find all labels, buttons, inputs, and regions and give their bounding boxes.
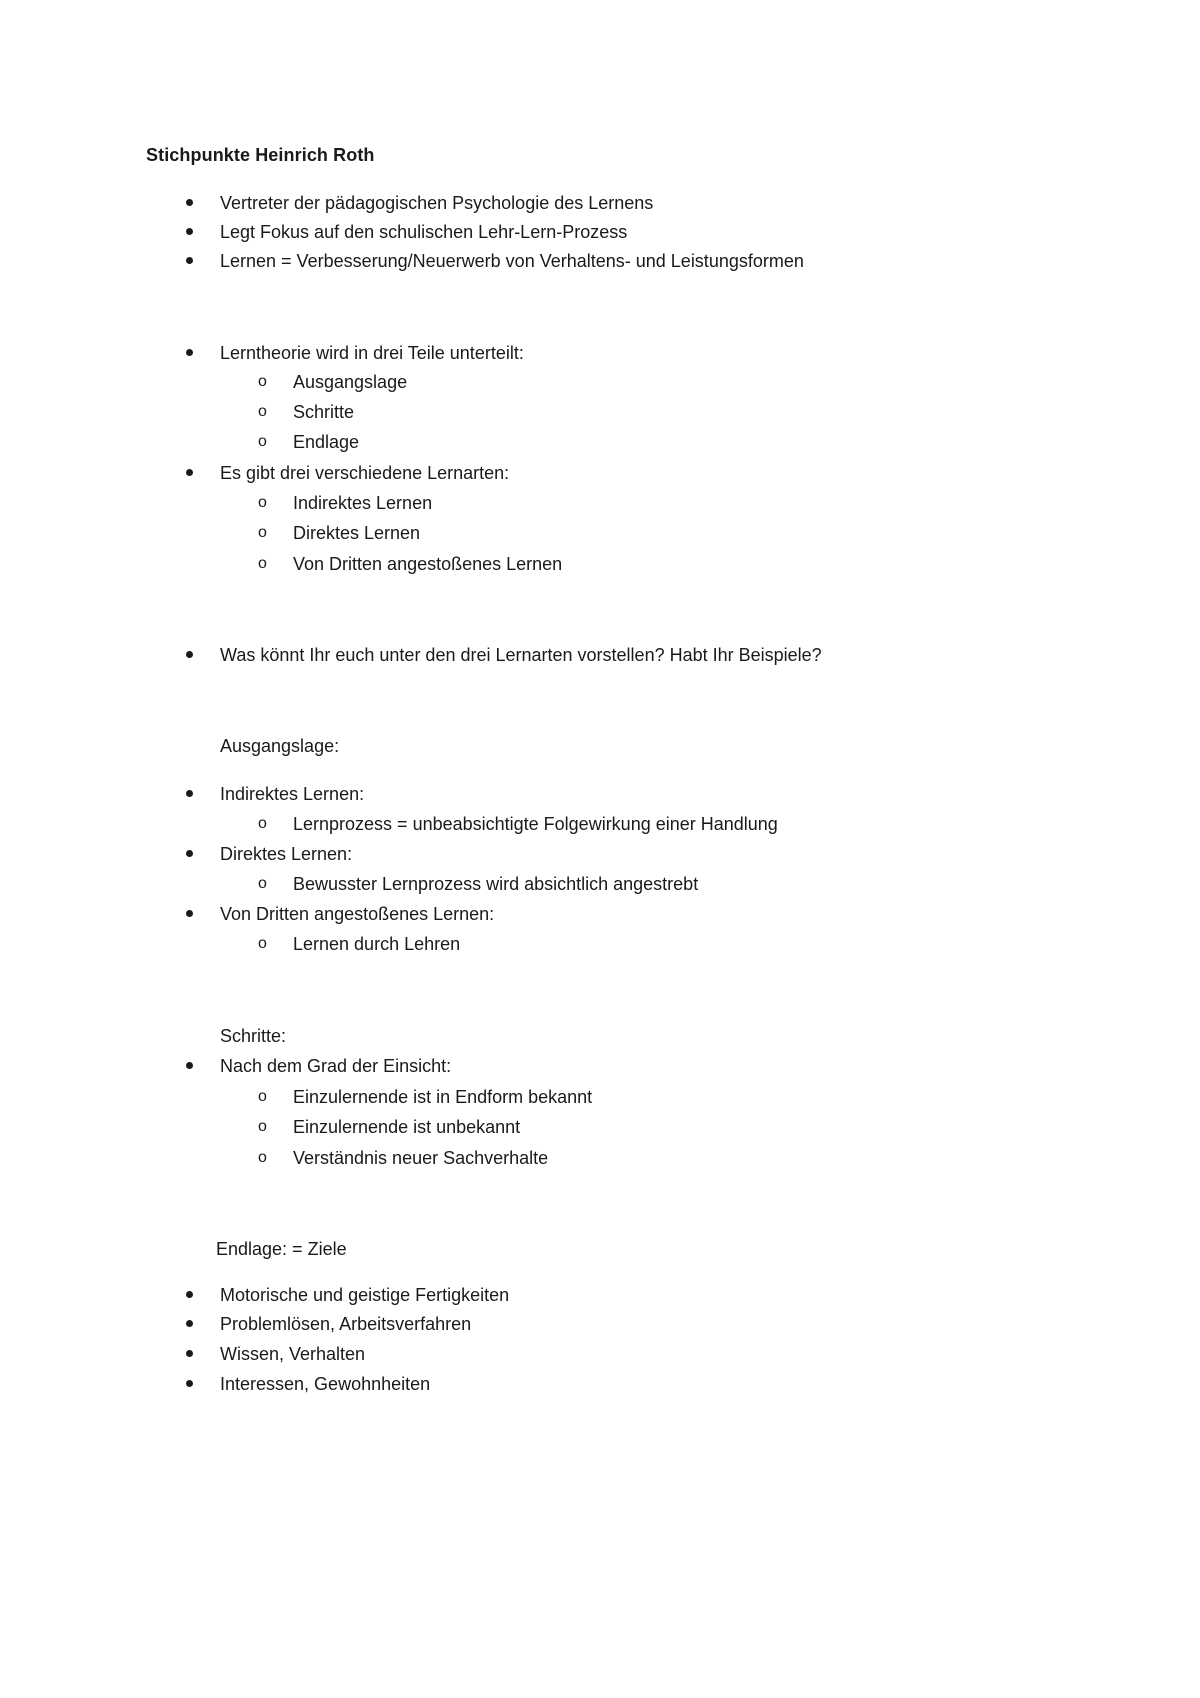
bullet — [186, 257, 193, 264]
list-item: Es gibt drei verschiedene Lernarten: — [220, 463, 510, 483]
list-item: Wissen, Verhalten — [220, 1344, 366, 1364]
sub-bullet-marker: o — [258, 555, 267, 572]
bullet — [186, 910, 193, 917]
bullet — [186, 1291, 193, 1298]
list-item: Nach dem Grad der Einsicht: — [220, 1056, 452, 1076]
list-item: Indirektes Lernen: — [220, 784, 365, 804]
section-heading-ausgangslage: Ausgangslage: — [220, 736, 340, 756]
sub-list-item: Endlage — [293, 432, 360, 452]
sub-bullet-marker: o — [258, 494, 267, 511]
bullet — [186, 850, 193, 857]
sub-bullet-marker: o — [258, 815, 267, 832]
sub-list-item: Direktes Lernen — [293, 523, 421, 543]
sub-bullet-marker: o — [258, 1149, 267, 1166]
sub-list-item: Ausgangslage — [293, 372, 408, 392]
sub-bullet-marker: o — [258, 1118, 267, 1135]
sub-list-item: Schritte — [293, 402, 355, 422]
bullet — [186, 469, 193, 476]
list-item: Von Dritten angestoßenes Lernen: — [220, 904, 495, 924]
list-item: Motorische und geistige Fertigkeiten — [220, 1285, 510, 1305]
bullet — [186, 1350, 193, 1357]
bullet — [186, 1320, 193, 1327]
section-heading-schritte: Schritte: — [220, 1026, 287, 1046]
document-title: Stichpunkte Heinrich Roth — [146, 145, 375, 165]
bullet — [186, 651, 193, 658]
list-item: Lerntheorie wird in drei Teile unterteilt: — [220, 343, 524, 363]
sub-bullet-marker: o — [258, 935, 267, 952]
sub-list-item: Bewusster Lernprozess wird absichtlich angestrebt — [293, 874, 699, 894]
bullet — [186, 790, 193, 797]
section-heading-endlage: Endlage: = Ziele — [216, 1239, 347, 1259]
sub-bullet-marker: o — [258, 875, 267, 892]
list-item: Problemlösen, Arbeitsverfahren — [220, 1314, 472, 1334]
sub-list-item: Einzulernende ist in Endform bekannt — [293, 1087, 593, 1107]
sub-bullet-marker: o — [258, 1088, 267, 1105]
list-item: Direktes Lernen: — [220, 844, 353, 864]
bullet — [186, 1380, 193, 1387]
sub-bullet-marker: o — [258, 433, 267, 450]
sub-list-item: Einzulernende ist unbekannt — [293, 1117, 521, 1137]
list-item: Interessen, Gewohnheiten — [220, 1374, 431, 1394]
bullet — [186, 199, 193, 206]
sub-list-item: Indirektes Lernen — [293, 493, 433, 513]
sub-bullet-marker: o — [258, 373, 267, 390]
sub-bullet-marker: o — [258, 524, 267, 541]
sub-list-item: Lernen durch Lehren — [293, 934, 461, 954]
bullet — [186, 349, 193, 356]
list-item: Lernen = Verbesserung/Neuerwerb von Verhaltens- und Leistungsformen — [220, 251, 804, 271]
sub-list-item: Verständnis neuer Sachverhalte — [293, 1148, 549, 1168]
question-item: Was könnt Ihr euch unter den drei Lernarten vorstellen? Habt Ihr Beispiele? — [220, 645, 822, 665]
sub-list-item: Lernprozess = unbeabsichtigte Folgewirkung einer Handlung — [293, 814, 778, 834]
bullet — [186, 1062, 193, 1069]
bullet — [186, 228, 193, 235]
list-item: Vertreter der pädagogischen Psychologie des Lernens — [220, 193, 654, 213]
sub-list-item: Von Dritten angestoßenes Lernen — [293, 554, 563, 574]
list-item: Legt Fokus auf den schulischen Lehr-Lern-Prozess — [220, 222, 628, 242]
sub-bullet-marker: o — [258, 403, 267, 420]
